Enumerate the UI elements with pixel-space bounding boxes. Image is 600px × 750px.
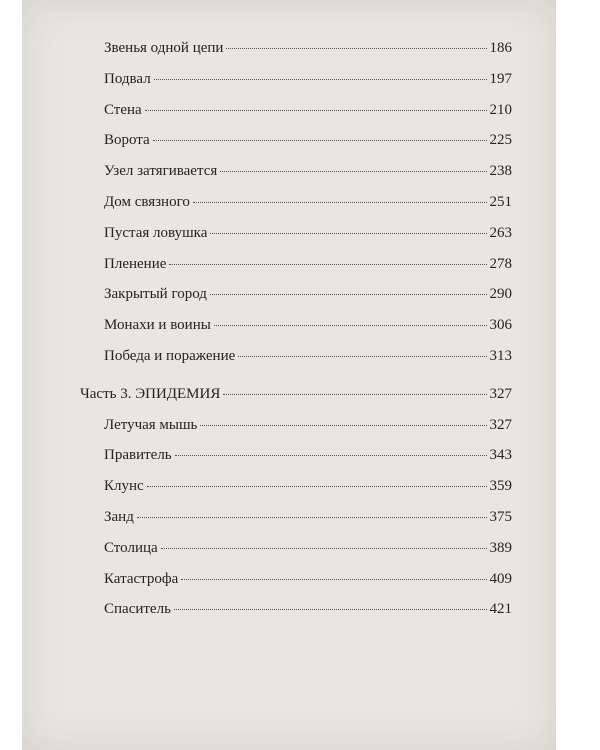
toc-entry [80,601,512,632]
dot-leader [145,110,487,111]
toc-entry-page: 225 [489,132,512,149]
toc-entry-page: 327 [489,416,512,433]
toc-entry-page: 375 [489,508,512,525]
dot-leader [153,140,487,141]
toc-entry-title: Дом связного [104,193,190,210]
toc-entry [80,540,512,571]
toc-entry [80,348,512,379]
toc-part-title: Часть 3. ЭПИДЕМИЯ [80,385,221,402]
toc-entry [80,256,512,287]
toc-entry-page: 409 [489,570,512,587]
toc-entry [80,71,512,102]
toc-entry [80,225,512,256]
toc-entry [80,132,512,163]
toc-entry [80,317,512,348]
toc-entry [80,478,512,509]
toc-entry [80,102,512,133]
toc-entry-title: Закрытый город [104,286,207,303]
toc-entry-page: 389 [489,539,512,556]
dot-leader [174,609,487,610]
toc-entry-title: Клунс [104,478,144,495]
toc-entry-title: Звенья одной цепи [104,40,224,56]
toc-entry-title: Столица [104,539,158,556]
dot-leader [169,264,486,265]
toc-entry-page: 290 [489,286,512,303]
dot-leader [210,294,487,295]
dot-leader [210,233,486,234]
dot-leader [214,325,487,326]
toc-entry [80,163,512,194]
dot-leader [154,79,487,80]
toc-entry-title: Занд [104,508,134,525]
toc-entry-page: 343 [489,447,512,464]
toc-entry-title: Летучая мышь [104,416,198,433]
toc-entry-title: Победа и поражение [104,347,236,364]
dot-leader [181,579,486,580]
toc-entry [80,509,512,540]
toc-entry-title: Узел затягивается [104,163,218,180]
toc-entry [80,40,512,71]
dot-leader [226,48,486,49]
toc-entry-title: Спаситель [104,601,171,618]
toc-entry-title: Стена [104,101,142,118]
toc-entry [80,571,512,602]
toc-entry-title: Монахи и воины [104,317,211,334]
table-of-contents [80,40,512,632]
dot-leader [193,202,487,203]
toc-part-page: 327 [489,385,512,402]
toc-entry [80,286,512,317]
dot-leader [200,425,486,426]
dot-leader [238,356,486,357]
toc-entry-page: 306 [489,317,512,334]
toc-entry-title: Пленение [104,255,167,272]
toc-entry-title: Правитель [104,447,172,464]
toc-entry-page: 421 [489,601,512,618]
book-page [22,0,556,750]
toc-entry-title: Подвал [104,70,151,87]
toc-entry-page: 359 [489,478,512,495]
toc-entry-page: 210 [489,101,512,118]
toc-entry [80,447,512,478]
dot-leader [223,394,486,395]
dot-leader [220,171,486,172]
toc-entry-page: 197 [489,70,512,87]
toc-entry [80,194,512,225]
dot-leader [147,486,487,487]
toc-entry-title: Ворота [104,132,150,149]
toc-entry-page: 263 [489,224,512,241]
toc-entry [80,417,512,448]
toc-entry-page: 186 [489,40,512,56]
toc-part-heading [80,386,512,417]
toc-entry-page: 313 [489,347,512,364]
dot-leader [161,548,487,549]
toc-entry-page: 251 [489,193,512,210]
dot-leader [137,517,487,518]
toc-entry-page: 278 [489,255,512,272]
dot-leader [175,455,487,456]
toc-entry-page: 238 [489,163,512,180]
toc-entry-title: Пустая ловушка [104,224,208,241]
toc-entry-title: Катастрофа [104,570,179,587]
